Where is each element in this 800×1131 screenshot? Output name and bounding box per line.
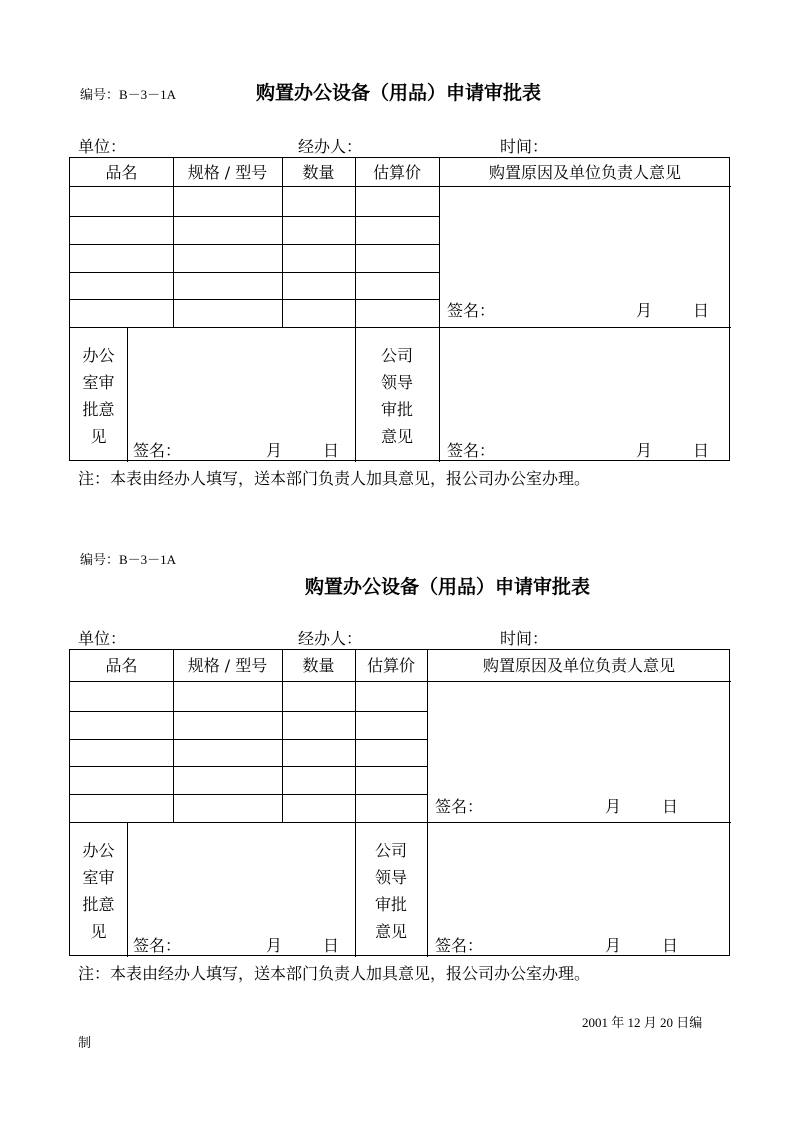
leader-day-label: 日 (662, 936, 679, 955)
form-title: 购置办公设备（用品）申请审批表 (256, 82, 542, 104)
compile-date-tail: 制 (78, 1036, 92, 1051)
reason-day-label: 日 (662, 797, 679, 816)
handler-label: 经办人： (298, 629, 363, 648)
unit-label: 单位： (78, 629, 127, 648)
header-estimated-price: 估算价 (372, 163, 421, 182)
unit-label: 单位： (78, 137, 127, 156)
reason-month-label: 月 (605, 797, 622, 816)
form-code: 编号：B－3－1A (80, 552, 177, 567)
leader-sign-label: 签名： (447, 441, 496, 460)
header-spec-model: 规格 / 型号 (187, 163, 268, 182)
header-purchase-reason: 购置原因及单位负责人意见 (488, 163, 681, 182)
office-sign-label: 签名： (133, 441, 182, 460)
form-note: 注：本表由经办人填写，送本部门负责人加具意见，报公司办公室办理。 (78, 964, 591, 983)
header-item-name: 品名 (105, 656, 138, 675)
leader-day-label: 日 (693, 441, 710, 460)
header-quantity: 数量 (302, 656, 335, 675)
header-purchase-reason: 购置原因及单位负责人意见 (482, 656, 675, 675)
header-item-name: 品名 (105, 163, 138, 182)
time-label: 时间： (500, 629, 549, 648)
office-approval-label: 办公 室审 批意 见 (82, 841, 115, 941)
header-quantity: 数量 (302, 163, 335, 182)
time-label: 时间： (500, 137, 549, 156)
office-approval-label: 办公 室审 批意 见 (82, 346, 115, 446)
header-spec-model: 规格 / 型号 (187, 656, 268, 675)
leader-approval-label: 公司 领导 审批 意见 (380, 346, 413, 446)
leader-month-label: 月 (605, 936, 622, 955)
leader-sign-label: 签名： (435, 936, 484, 955)
reason-day-label: 日 (693, 301, 710, 320)
reason-sign-label: 签名： (435, 797, 484, 816)
request-table (69, 649, 730, 956)
form-note: 注：本表由经办人填写，送本部门负责人加具意见，报公司办公室办理。 (78, 469, 591, 488)
form-title: 购置办公设备（用品）申请审批表 (305, 576, 591, 598)
header-estimated-price: 估算价 (366, 656, 415, 675)
handler-label: 经办人： (298, 137, 363, 156)
reason-month-label: 月 (636, 301, 653, 320)
office-month-label: 月 (266, 936, 283, 955)
leader-approval-label: 公司 领导 审批 意见 (374, 841, 407, 941)
leader-month-label: 月 (636, 441, 653, 460)
office-month-label: 月 (266, 441, 283, 460)
form-code: 编号：B－3－1A (80, 87, 177, 102)
office-sign-label: 签名： (133, 936, 182, 955)
office-day-label: 日 (323, 441, 340, 460)
request-table (69, 157, 730, 461)
office-day-label: 日 (323, 936, 340, 955)
compile-date: 2001 年 12 月 20 日编 (582, 1015, 703, 1030)
reason-sign-label: 签名： (447, 301, 496, 320)
